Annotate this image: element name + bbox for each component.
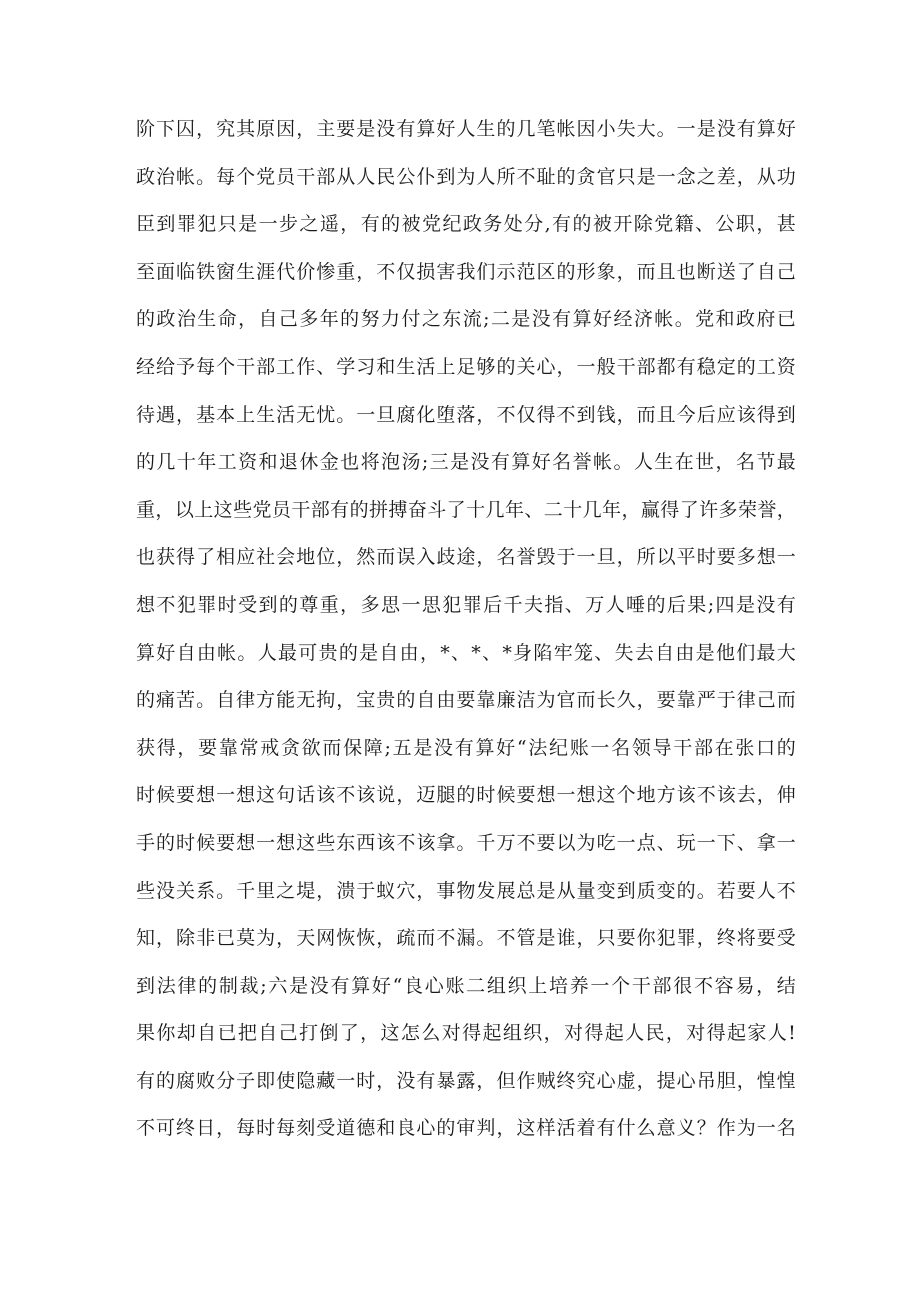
text-line-5: 的政治生命，自己多年的努力付之东流;二是没有算好经济帐。党和政府已 xyxy=(136,308,796,331)
text-line-22: 不可终日，每时每刻受道德和良心的审判，这样活着有什么意义？作为一名 xyxy=(136,1117,796,1140)
text-line-13: 的痛苦。自律方能无拘，宝贵的自由要靠廉洁为官而长久，要靠严于律己而 xyxy=(136,689,796,712)
text-line-19: 到法律的制裁;六是没有算好“良心账二组织上培养一个干部很不容易，结 xyxy=(136,974,796,997)
text-line-7: 待遇，基本上生活无忧。一旦腐化堕落，不仅得不到钱，而且今后应该得到 xyxy=(136,403,796,426)
text-line-4: 至面临铁窗生涯代价惨重，不仅损害我们示范区的形象，而且也断送了自己 xyxy=(136,260,796,283)
text-line-11: 想不犯罪时受到的尊重，多思一思犯罪后千夫指、万人唾的后果;四是没有 xyxy=(136,593,796,616)
text-line-2: 政治帐。每个党员干部从人民公仆到为人所不耻的贪官只是一念之差，从功 xyxy=(136,165,796,188)
text-line-10: 也获得了相应社会地位，然而误入歧途，名誉毁于一旦，所以平时要多想一 xyxy=(136,546,796,569)
text-line-17: 些没关系。千里之堤，溃于蚁穴，事物发展总是从量变到质变的。若要人不 xyxy=(136,879,796,902)
text-line-16: 手的时候要想一想这些东西该不该拿。千万不要以为吃一点、玩一下、拿一 xyxy=(136,831,796,854)
body-text xyxy=(136,106,796,1153)
text-line-15: 时候要想一想这句话该不该说，迈腿的时候要想一想这个地方该不该去，伸 xyxy=(136,784,796,807)
text-line-20: 果你却自已把自己打倒了，这怎么对得起组织，对得起人民，对得起家人! xyxy=(136,1022,796,1045)
text-line-18: 知，除非已莫为，天网恢恢，疏而不漏。不管是谁，只要你犯罪，终将要受 xyxy=(136,927,796,950)
text-line-8: 的几十年工资和退休金也将泡汤;三是没有算好名誉帐。人生在世，名节最 xyxy=(136,451,796,474)
text-line-6: 经给予每个干部工作、学习和生活上足够的关心，一般干部都有稳定的工资 xyxy=(136,355,796,378)
text-line-12: 算好自由帐。人最可贵的是自由，*、*、*身陷牢笼、失去自由是他们最大 xyxy=(136,641,796,664)
text-line-3: 臣到罪犯只是一步之遥，有的被党纪政务处分,有的被开除党籍、公职，甚 xyxy=(136,213,796,236)
text-line-9: 重，以上这些党员干部有的拼搏奋斗了十几年、二十几年，赢得了许多荣誉， xyxy=(136,498,796,521)
text-line-1: 阶下囚，究其原因，主要是没有算好人生的几笔帐因小失大。一是没有算好 xyxy=(136,118,796,140)
text-line-21: 有的腐败分子即使隐藏一时，没有暴露，但作贼终究心虚，提心吊胆，惶惶 xyxy=(136,1069,796,1092)
text-line-14: 获得，要靠常戒贪欲而保障;五是没有算好“法纪账一名领导干部在张口的 xyxy=(136,736,796,759)
